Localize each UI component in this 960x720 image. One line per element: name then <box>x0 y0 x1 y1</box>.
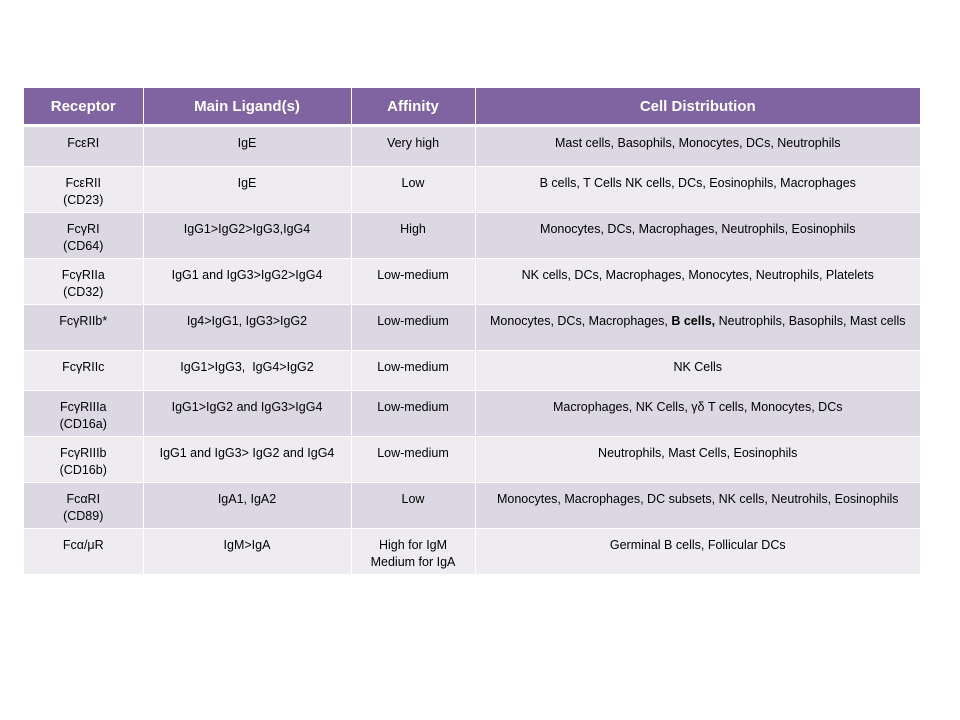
table-row <box>24 167 920 213</box>
cell-affinity: Low <box>351 483 475 529</box>
cell-affinity: Very high <box>351 126 475 167</box>
cell-ligand: IgE <box>143 167 351 213</box>
table-row <box>24 483 920 529</box>
header-receptor: Receptor <box>24 88 143 126</box>
cell-affinity: Low-medium <box>351 351 475 391</box>
distribution-text: Neutrophils, Basophils, Mast cells <box>715 314 906 328</box>
cell-affinity: High for IgM Medium for IgA <box>351 529 475 575</box>
cell-affinity: Low-medium <box>351 437 475 483</box>
cell-receptor: FcγRIIb* <box>24 305 143 351</box>
cell-distribution: Monocytes, Macrophages, DC subsets, NK cells, Neutrohils, Eosinophils <box>475 483 920 529</box>
cell-affinity: Low-medium <box>351 305 475 351</box>
header-affinity: Affinity <box>351 88 475 126</box>
cell-receptor: FcγRIIIb (CD16b) <box>24 437 143 483</box>
cell-distribution: Neutrophils, Mast Cells, Eosinophils <box>475 437 920 483</box>
table-row <box>24 391 920 437</box>
cell-receptor: FcαRI (CD89) <box>24 483 143 529</box>
cell-ligand: IgG1 and IgG3> IgG2 and IgG4 <box>143 437 351 483</box>
distribution-bold-text: B cells, <box>671 314 716 328</box>
cell-ligand: IgG1>IgG2 and IgG3>IgG4 <box>143 391 351 437</box>
table-header-row <box>24 88 920 126</box>
table-row <box>24 213 920 259</box>
cell-ligand: Ig4>IgG1, IgG3>IgG2 <box>143 305 351 351</box>
cell-receptor: FcγRIIIa (CD16a) <box>24 391 143 437</box>
cell-ligand: IgG1>IgG3, IgG4>IgG2 <box>143 351 351 391</box>
cell-distribution: Macrophages, NK Cells, γδ T cells, Monocytes, DCs <box>475 391 920 437</box>
table-row <box>24 305 920 351</box>
header-main-ligands: Main Ligand(s) <box>143 88 351 126</box>
table-row <box>24 529 920 575</box>
cell-ligand: IgA1, IgA2 <box>143 483 351 529</box>
fc-receptor-table-container <box>24 88 920 575</box>
cell-receptor: FcεRII (CD23) <box>24 167 143 213</box>
cell-distribution: Germinal B cells, Follicular DCs <box>475 529 920 575</box>
distribution-text: Monocytes, DCs, Macrophages, <box>490 314 672 328</box>
cell-distribution <box>475 305 920 351</box>
cell-receptor: FcγRIIc <box>24 351 143 391</box>
cell-ligand: IgG1 and IgG3>IgG2>IgG4 <box>143 259 351 305</box>
cell-affinity: High <box>351 213 475 259</box>
cell-distribution: Mast cells, Basophils, Monocytes, DCs, Neutrophils <box>475 126 920 167</box>
table-row <box>24 259 920 305</box>
cell-receptor: Fcα/μR <box>24 529 143 575</box>
cell-ligand: IgM>IgA <box>143 529 351 575</box>
cell-distribution: NK Cells <box>475 351 920 391</box>
fc-receptor-table <box>24 88 920 575</box>
cell-receptor: FcγRI (CD64) <box>24 213 143 259</box>
cell-receptor: FcεRI <box>24 126 143 167</box>
cell-affinity: Low-medium <box>351 259 475 305</box>
cell-distribution: Monocytes, DCs, Macrophages, Neutrophils, Eosinophils <box>475 213 920 259</box>
cell-receptor: FcγRIIa (CD32) <box>24 259 143 305</box>
table-row <box>24 437 920 483</box>
table-row <box>24 126 920 167</box>
table-row <box>24 351 920 391</box>
cell-affinity: Low <box>351 167 475 213</box>
cell-ligand: IgE <box>143 126 351 167</box>
cell-distribution: B cells, T Cells NK cells, DCs, Eosinophils, Macrophages <box>475 167 920 213</box>
cell-distribution: NK cells, DCs, Macrophages, Monocytes, Neutrophils, Platelets <box>475 259 920 305</box>
cell-affinity: Low-medium <box>351 391 475 437</box>
cell-ligand: IgG1>IgG2>IgG3,IgG4 <box>143 213 351 259</box>
header-cell-distribution: Cell Distribution <box>475 88 920 126</box>
